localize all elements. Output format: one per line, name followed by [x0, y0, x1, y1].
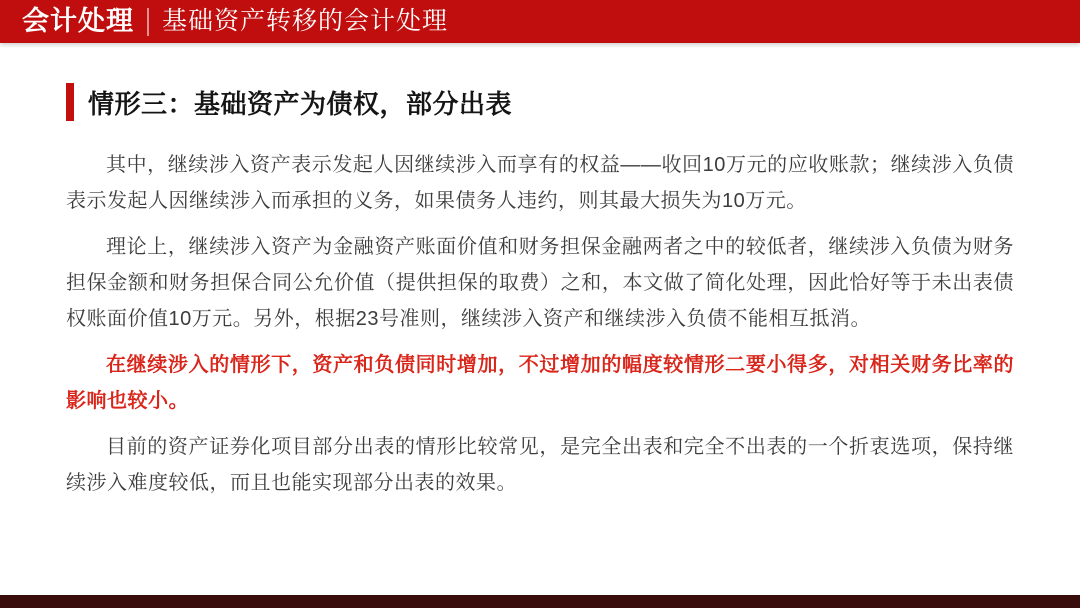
paragraph-1: 其中，继续涉入资产表示发起人因继续涉入而享有的权益——收回10万元的应收账款；继续涉入负债表示发起人因继续涉入而承担的义务，如果债务人违约，则其最大损失为10万元。 — [66, 154, 1014, 212]
section-heading — [66, 83, 1014, 121]
paragraph-4: 目前的资产证券化项目部分出表的情形比较常见，是完全出表和完全不出表的一个折衷选项，保持继续涉入难度较低，而且也能实现部分出表的效果。 — [66, 436, 1014, 494]
paragraph-3-emphasis: 在继续涉入的情形下，资产和负债同时增加，不过增加的幅度较情形二要小得多，对相关财务比率的影响也较小。 — [66, 354, 1014, 412]
slide-content — [0, 83, 1080, 501]
header-title: 基础资产转移的会计处理 — [162, 7, 449, 35]
footer-bar — [0, 595, 1080, 608]
paragraph-2: 理论上，继续涉入资产为金融资产账面价值和财务担保金融两者之中的较低者，继续涉入负债为财务担保金额和财务担保合同公允价值（提供担保的取费）之和，本文做了简化处理，因此恰好等于未出表债权账面价值10万元。另外，根据23号准则，继续涉入资产和继续涉入负债不能相互抵消。 — [66, 236, 1014, 330]
header-category: 会计处理 — [22, 6, 134, 36]
section-title: 情形三：基础资产为债权，部分出表 — [88, 88, 513, 119]
heading-accent-bar — [66, 83, 74, 121]
header-divider — [147, 8, 149, 36]
header-bar — [0, 0, 1080, 43]
